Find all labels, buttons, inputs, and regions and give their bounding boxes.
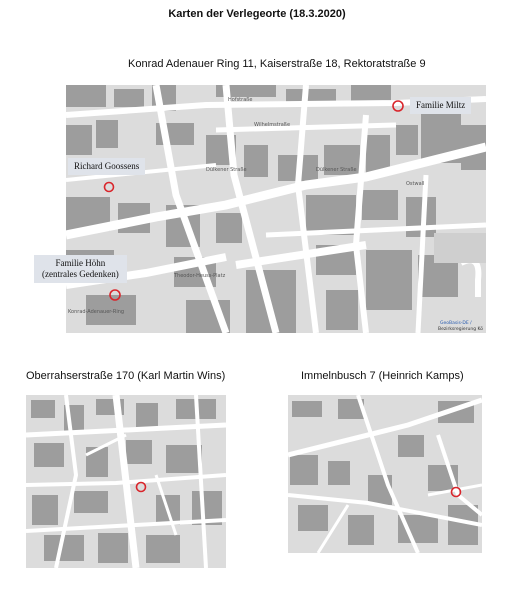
- right-map-graphic: [288, 395, 482, 553]
- street-name-hofstrasse: Hofstraße: [228, 97, 253, 103]
- label-familie-hoehn-line1: Familie Höhn: [55, 258, 106, 268]
- street-name-theodor-heuss-platz: Theodor-Heuss-Platz: [174, 273, 226, 279]
- street-name-duelkener-2: Dülkener Straße: [316, 167, 357, 173]
- main-map[interactable]: [66, 85, 486, 333]
- right-map[interactable]: [288, 395, 482, 553]
- street-name-ostwall: Ostwall: [406, 181, 425, 187]
- attribution-line1: GeoBasis-DE /: [440, 321, 472, 326]
- label-familie-hoehn-line2: (zentrales Gedenken): [42, 269, 119, 279]
- page-title: Karten der Verlegeorte (18.3.2020): [168, 8, 346, 20]
- label-familie-miltz: Familie Miltz: [410, 97, 471, 114]
- right-map-caption: Immelnbusch 7 (Heinrich Kamps): [301, 370, 464, 382]
- main-map-caption: Konrad Adenauer Ring 11, Kaiserstraße 18, Rektoratstraße 9: [128, 58, 426, 70]
- left-map[interactable]: [26, 395, 226, 568]
- main-map-graphic: [66, 85, 486, 333]
- label-richard-goossens: Richard Goossens: [68, 158, 145, 175]
- label-familie-hoehn: [34, 255, 127, 283]
- left-map-caption: Oberrahserstraße 170 (Karl Martin Wins): [26, 370, 226, 382]
- street-name-wilhelmstrasse: Wilhelmstraße: [254, 122, 291, 128]
- street-name-konrad-adenauer-ring: Konrad-Adenauer-Ring: [68, 309, 125, 315]
- street-name-duelkener-1: Dülkener Straße: [206, 167, 247, 173]
- left-map-graphic: [26, 395, 226, 568]
- attribution-line2: Bezirksregierung Kö: [438, 327, 483, 332]
